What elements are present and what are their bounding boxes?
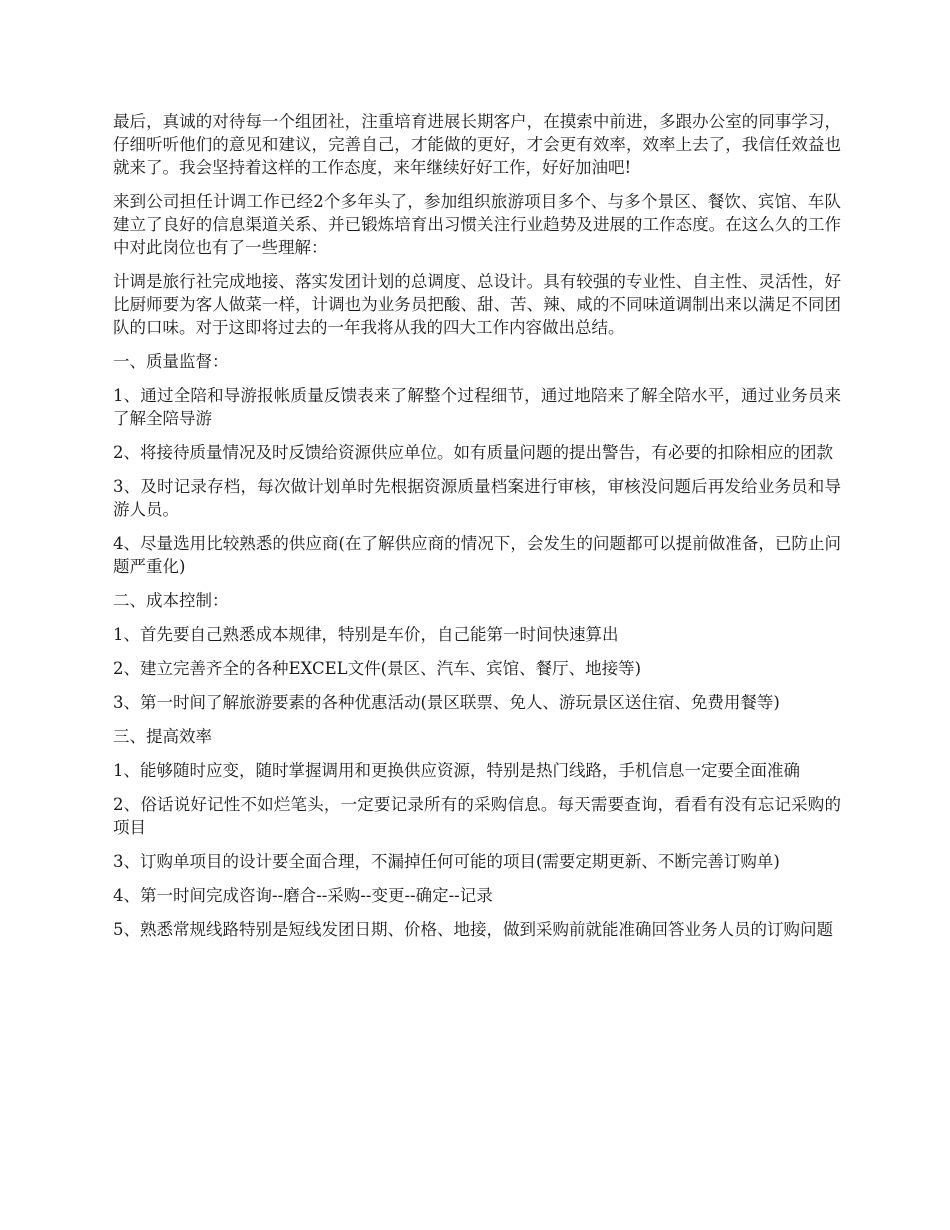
list-item: 2、俗话说好记性不如烂笔头，一定要记录所有的采购信息。每天需要查询，看看有没有忘记采购的项目 [113,795,841,837]
list-item: 3、及时记录存档，每次做计划单时先根据资源质量档案进行审核，审核没问题后再发给业务员和导游人员。 [113,477,841,519]
paragraph-intro: 来到公司担任计调工作已经2个多年头了，参加组织旅游项目多个、与多个景区、餐饮、宾馆、车队建立了良好的信息渠道关系、并已锻炼培育出习惯关注行业趋势及进展的工作态度。在这么久的工作中对此岗位也有了一些理解： [113,192,841,257]
list-item: 4、尽量选用比较熟悉的供应商(在了解供应商的情况下，会发生的问题都可以提前做准备，已防止问题严重化) [113,534,841,576]
list-item: 2、将接待质量情况及时反馈给资源供应单位。如有质量问题的提出警告，有必要的扣除相应的团款 [113,443,833,462]
list-item: 4、第一时间完成咨询--磨合--采购--变更--确定--记录 [113,886,493,905]
paragraph-role-definition: 计调是旅行社完成地接、落实发团计划的总调度、总设计。具有较强的专业性、自主性、灵活性，好比厨师要为客人做菜一样，计调也为业务员把酸、甜、苦、辣、咸的不同味道调制出来以满足不同团队的口味。对于这即将过去的一年我将从我的四大工作内容做出总结。 [113,272,841,337]
list-item: 3、订购单项目的设计要全面合理，不漏掉任何可能的项目(需要定期更新、不断完善订购单) [113,852,780,871]
paragraph-closing-remarks: 最后，真诚的对待每一个组团社，注重培育进展长期客户，在摸索中前进，多跟办公室的同事学习，仔细听听他们的意见和建议，完善自己，才能做的更好，才会更有效率，效率上去了，我信任效益也就来了。我会坚持着这样的工作态度，来年继续好好工作，好好加油吧! [113,112,841,177]
section-heading-cost: 二、成本控制： [113,591,229,610]
list-item: 3、第一时间了解旅游要素的各种优惠活动(景区联票、免人、游玩景区送住宿、免费用餐等) [113,693,780,712]
list-item: 1、首先要自己熟悉成本规律，特别是车价，自己能第一时间快速算出 [113,625,619,644]
section-heading-efficiency: 三、提高效率 [113,727,212,746]
section-heading-quality: 一、质量监督： [113,352,229,371]
list-item: 1、通过全陪和导游报帐质量反馈表来了解整个过程细节，通过地陪来了解全陪水平，通过业务员来了解全陪导游 [113,386,841,428]
list-item: 1、能够随时应变，随时掌握调用和更换供应资源，特别是热门线路，手机信息一定要全面准确 [113,761,800,780]
list-item: 2、建立完善齐全的各种EXCEL文件(景区、汽车、宾馆、餐厅、地接等) [113,659,641,678]
list-item: 5、熟悉常规线路特别是短线发团日期、价格、地接，做到采购前就能准确回答业务人员的订购问题 [113,920,833,939]
document-page [113,110,841,952]
